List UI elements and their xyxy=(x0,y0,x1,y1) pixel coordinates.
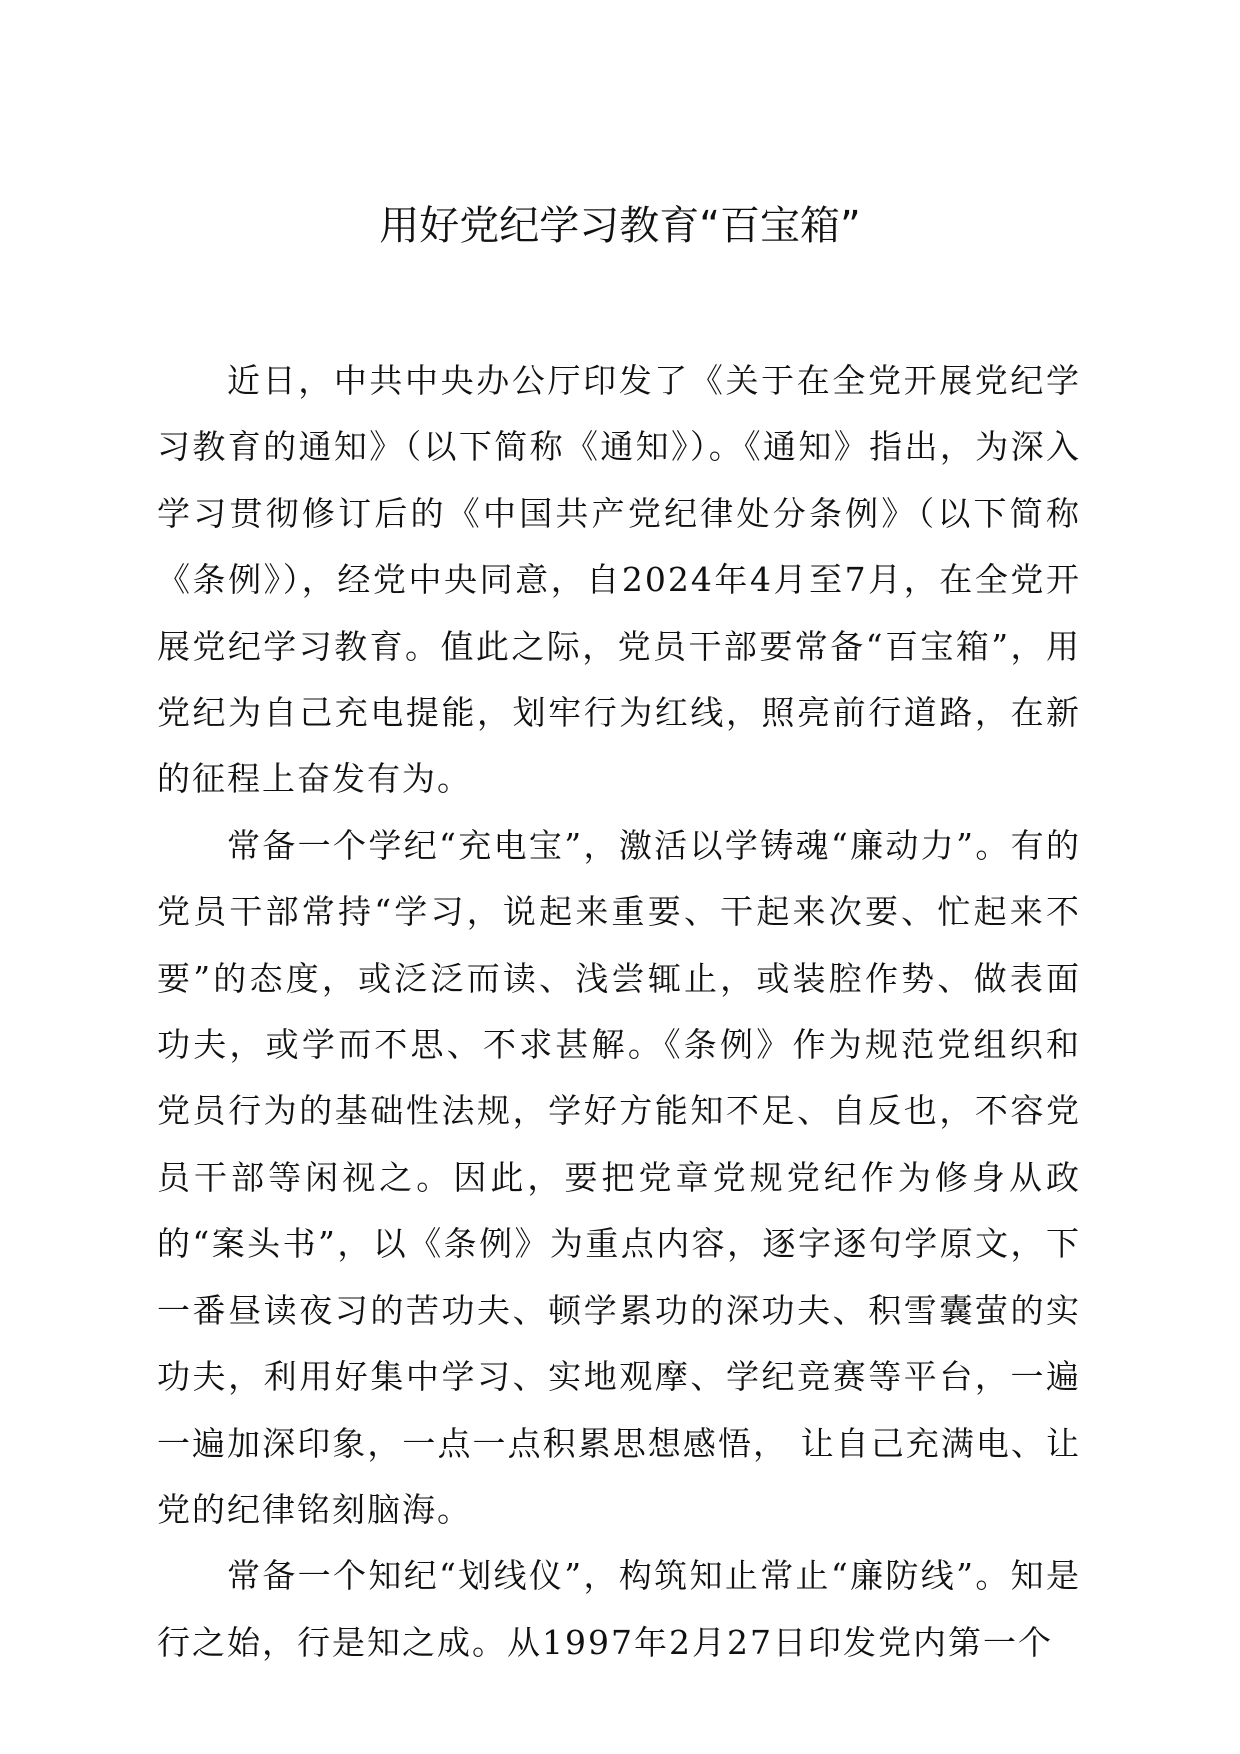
document-title: 用好党纪学习教育“百宝箱” xyxy=(379,203,861,249)
paragraph-intro: 近日，中共中央办公厅印发了《关于在全党开展党纪学习教育的通知》（以下简称《通知》）。《通知》指出，为深入学习贯彻修订后的《中国共产党纪律处分条例》（以下简称《条例》），经党中央同意，自2024年4月至7月，在全党开展党纪学习教育。值此之际，党员干部要常备“百宝箱”，用党纪为自己充电提能，划牢行为红线，照亮前行道路，在新的征程上奋发有为。 xyxy=(157,361,1081,799)
paragraph-study-discipline: 常备一个学纪“充电宝”，激活以学铸魂“廉动力”。有的党员干部常持“学习，说起来重要、干起来次要、忙起来不要”的态度，或泛泛而读、浅尝辄止，或装腔作势、做表面功夫，或学而不思、不求甚解。《条例》作为规范党组织和党员行为的基础性法规，学好方能知不足、自反也，不容党员干部等闲视之。因此，要把党章党规党纪作为修身从政的“案头书”，以《条例》为重点内容，逐字逐句学原文，下一番昼读夜习的苦功夫、顿学累功的深功夫、积雪囊萤的实功夫，利用好集中学习、实地观摩、学纪竞赛等平台，一遍一遍加深印象，一点一点积累思想感悟， 让自己充满电、让党的纪律铭刻脑海。 xyxy=(157,825,1081,1529)
paragraph-know-discipline: 常备一个知纪“划线仪”，构筑知止常止“廉防线”。知是行之始，行是知之成。从1997年2月27日印发党内第一个 xyxy=(157,1556,1081,1662)
document-body xyxy=(157,348,1081,1676)
